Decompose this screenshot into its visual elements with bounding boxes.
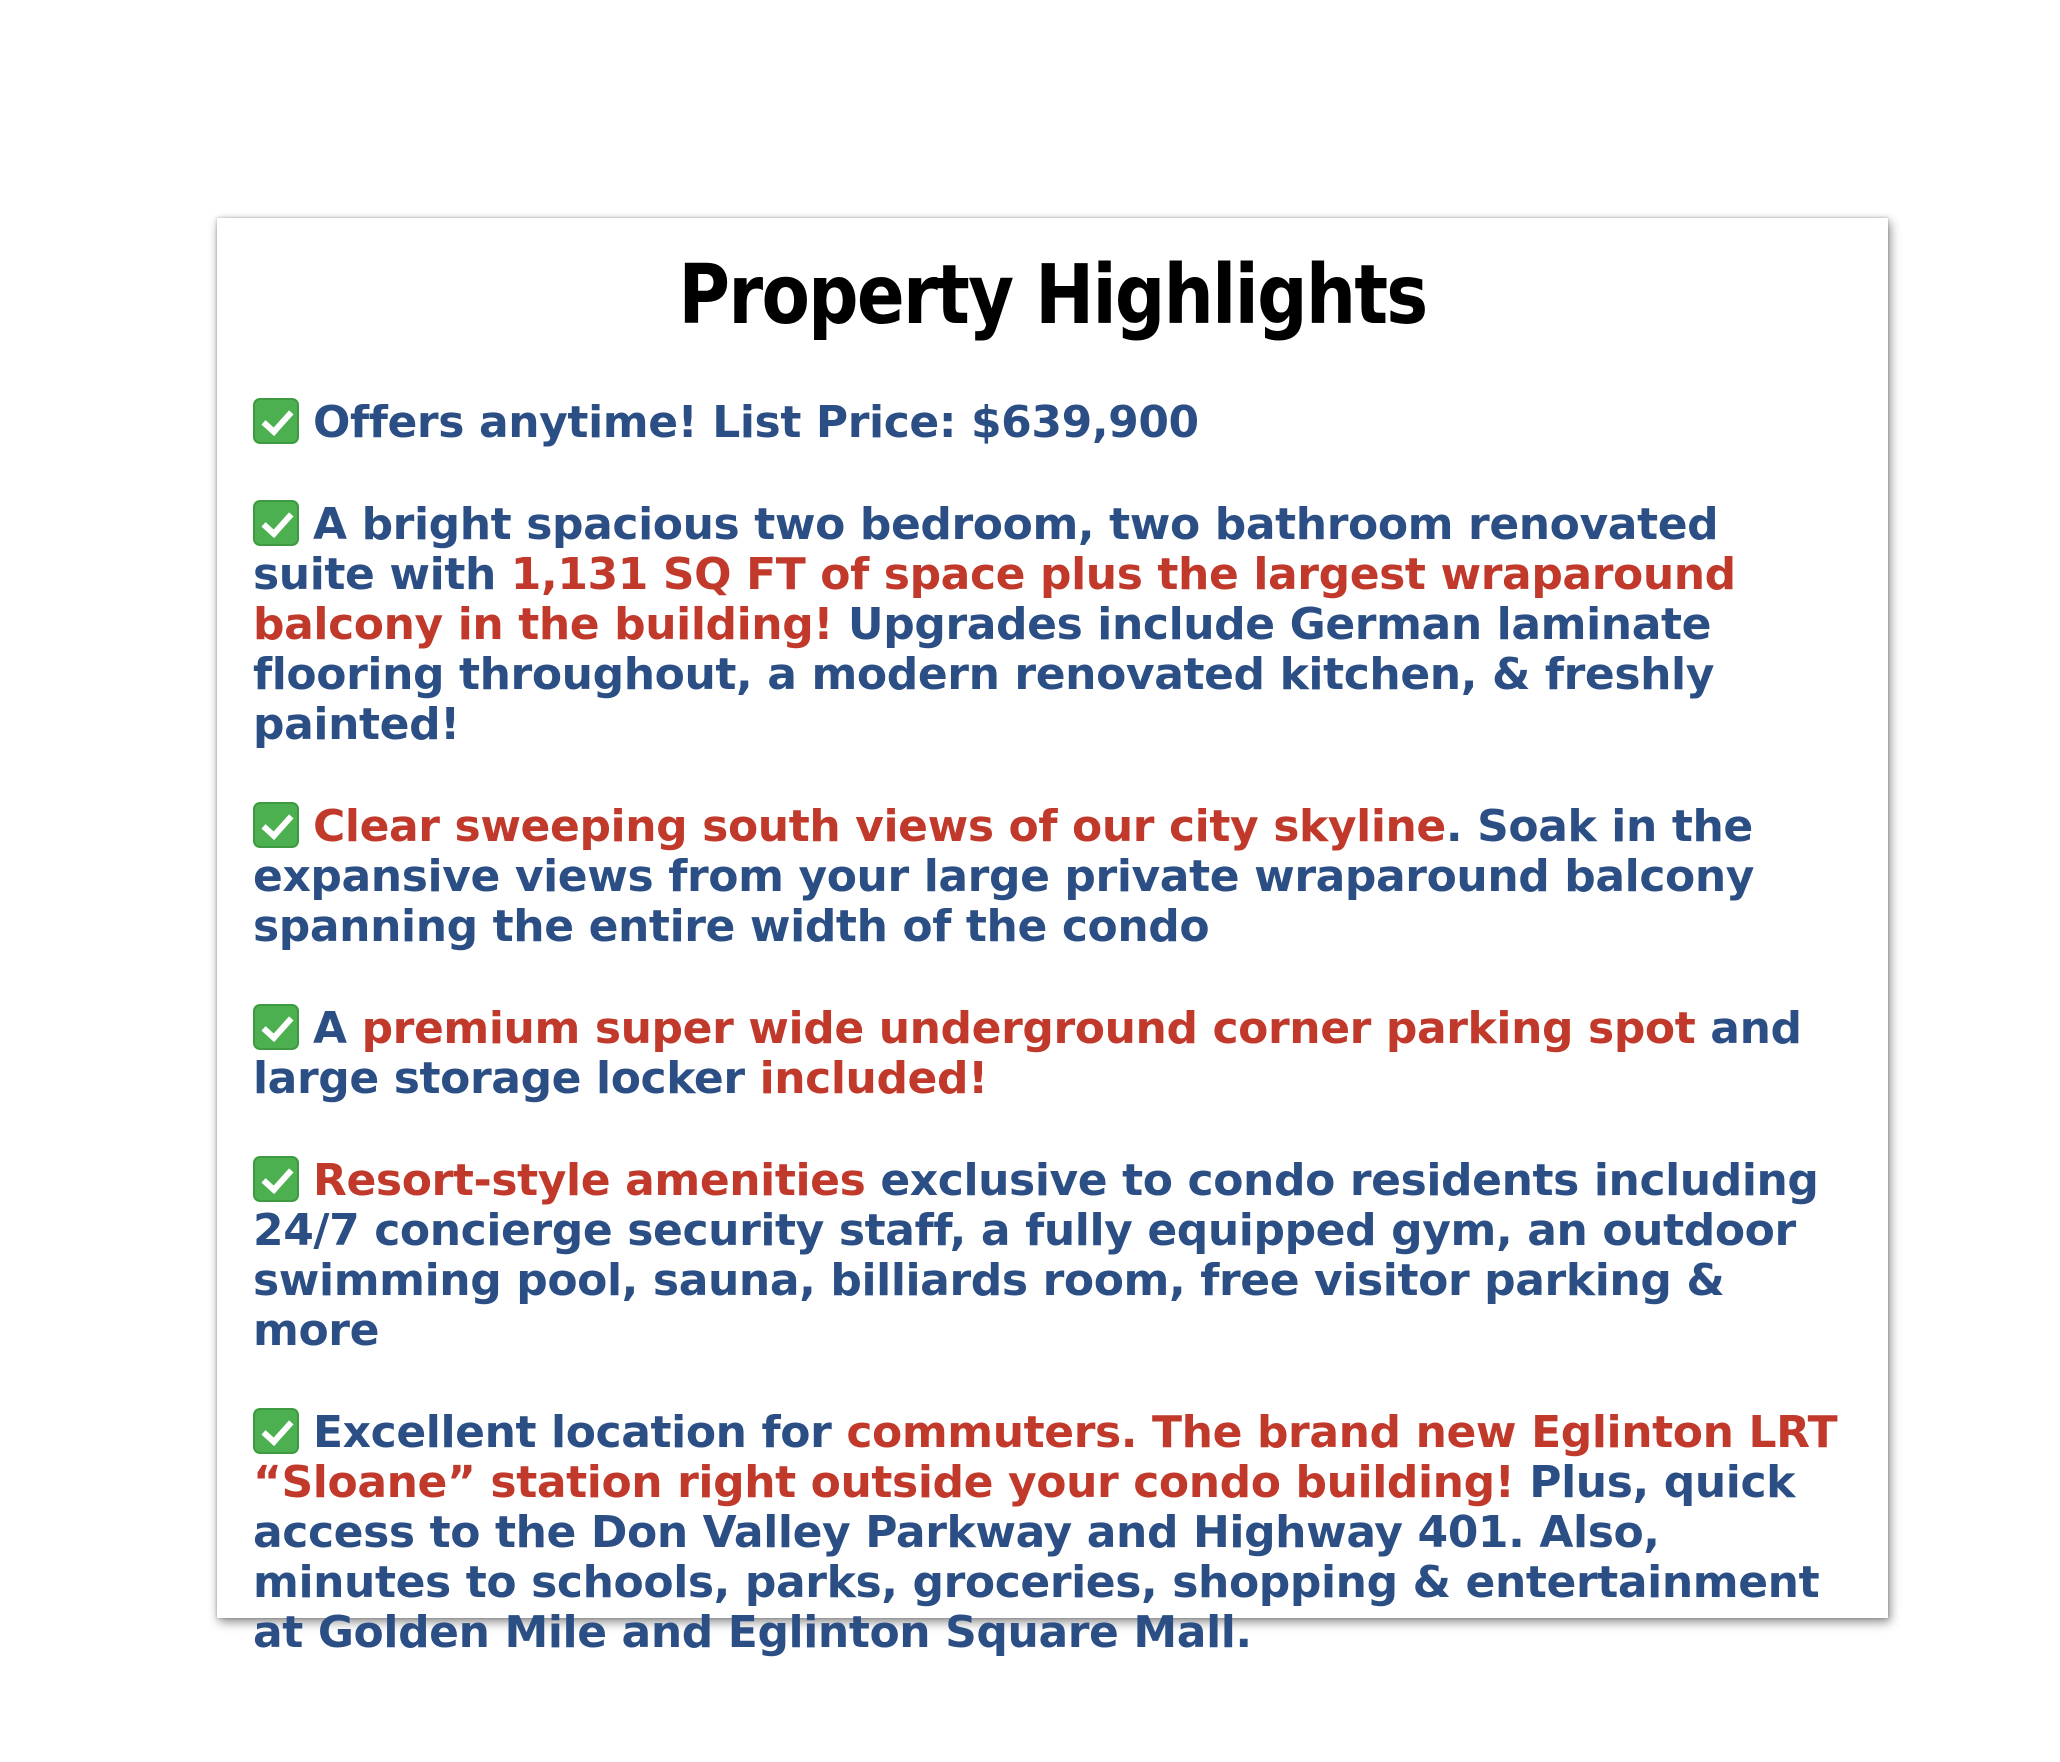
highlight-item (253, 500, 1848, 750)
page-title: Property Highlights (678, 248, 1427, 343)
highlight-segment-emphasis: Clear sweeping south views of our city skyline (313, 801, 1446, 852)
check-mark-icon (253, 802, 299, 848)
highlight-segment-emphasis: Resort-style amenities (313, 1155, 866, 1206)
check-mark-icon (253, 1408, 299, 1454)
highlight-segment: Offers anytime! List Price: $639,900 (313, 397, 1199, 448)
highlight-segment: Upgrades include German laminate flooring throughout, a modern renovated kitchen, & freshly painted! (253, 599, 1715, 750)
highlight-segment: exclusive to condo residents including 24/7 concierge security staff, a fully equipped gym, an outdoor swimming pool, sauna, billiards room, free visitor parking & more (253, 1155, 1819, 1356)
highlight-item (253, 398, 1848, 448)
highlight-segment-emphasis: commuters. The brand new Eglinton LRT “Sloane” station right outside your condo building! (253, 1407, 1838, 1508)
highlight-item (253, 1156, 1848, 1356)
highlight-segment: Plus, quick access to the Don Valley Parkway and Highway 401. Also, minutes to schools, parks, groceries, shopping & entertainment at Golden Mile and Eglinton Square Mall. (253, 1457, 1820, 1658)
highlight-item (253, 802, 1848, 952)
highlights-list (253, 398, 1848, 1710)
highlight-segment-emphasis: 1,131 SQ FT of space plus the largest wraparound balcony in the building! (253, 549, 1736, 650)
check-mark-icon (253, 500, 299, 546)
check-mark-icon (253, 1004, 299, 1050)
highlight-segment: and large storage locker (253, 1003, 1802, 1104)
highlight-item (253, 1004, 1848, 1104)
check-mark-icon (253, 398, 299, 444)
highlight-segment: A (313, 1003, 362, 1054)
highlight-segment-emphasis: included! (759, 1053, 988, 1104)
highlight-segment: Excellent location for (313, 1407, 847, 1458)
highlight-segment: . Soak in the expansive views from your large private wraparound balcony spanning the entire width of the condo (253, 801, 1755, 952)
highlight-segment-emphasis: premium super wide underground corner parking spot (361, 1003, 1696, 1054)
check-mark-icon (253, 1156, 299, 1202)
highlights-card (217, 218, 1888, 1658)
highlight-item (253, 1408, 1848, 1658)
highlight-segment: A bright spacious two bedroom, two bathroom renovated suite with (253, 499, 1719, 600)
